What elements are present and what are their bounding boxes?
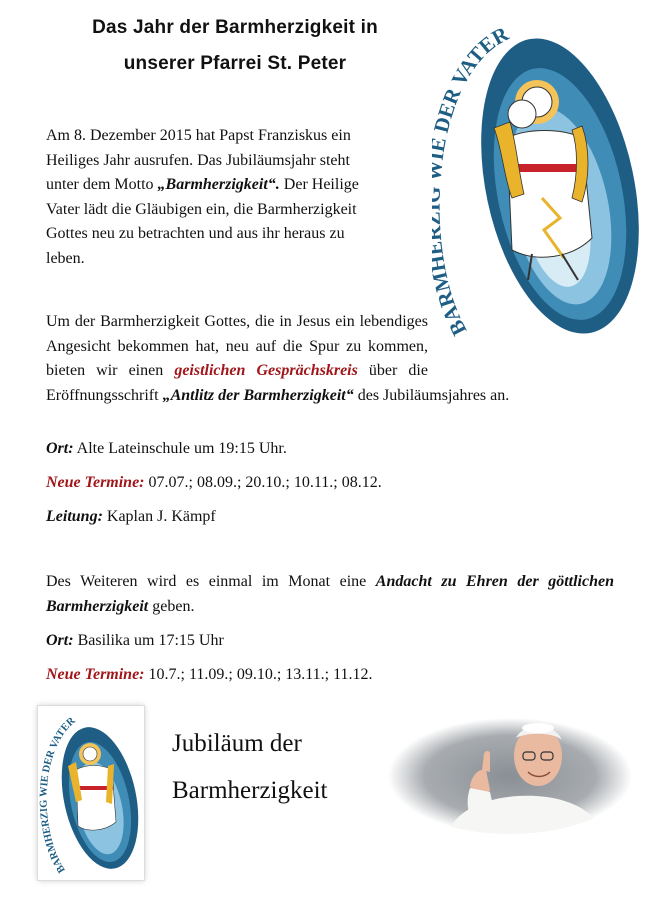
jubilee-caption-line1: Jubiläum der — [172, 730, 302, 757]
jubilee-logo-large — [432, 18, 646, 348]
gespraechskreis-paragraph: Um der Barmherzigkeit Gottes, die in Jesus ein lebendiges Angesicht bekommen hat, neu auf die Spur zu kommen, bieten wir einen geistlichen Gesprächskreis über die Eröffnungsschrift „Antlitz der Barmherzigkeit“ des Jubiläumsjahres an. — [46, 313, 510, 404]
logo-motto-text: BAR ER VATER — [432, 21, 513, 340]
andacht-termine: Neue Termine: 10.7.; 11.09.; 09.10.; 13.11.; 11.12. — [46, 666, 373, 683]
jubilee-logo-small — [38, 706, 144, 880]
gespraech-ort: Ort: Alte Lateinschule um 19:15 Uhr. — [46, 440, 287, 457]
andacht-ort: Ort: Basilika um 17:15 Uhr — [46, 632, 224, 649]
page-title-line1: Das Jahr der Barmherzigkeit in — [92, 17, 378, 38]
small-logo-motto-text: BARMHERZIG WIE DER VATER — [38, 715, 78, 875]
andacht-paragraph: Des Weiteren wird es einmal im Monat eine Andacht zu Ehren der göttlichen Barmherzigkeit geben. — [46, 573, 614, 615]
gespraechskreis-highlight: geistlichen Gesprächskreis — [174, 362, 358, 379]
intro-paragraph: Am 8. Dezember 2015 hat Papst Franziskus ein Heiliges Jahr ausrufen. Das Jubiläumsjahr steht unter dem Motto „Barmherzigkeit“. Der Heilige Vater lädt die Gläubigen ein, die Barmherzigkeit Gottes neu zu betrachten und aus ihr heraus zu leben. — [46, 127, 359, 267]
pope-photo — [386, 716, 634, 836]
jubilee-caption-line2: Barmherzigkeit — [172, 777, 328, 804]
gespraech-leitung: Leitung: Kaplan J. Kämpf — [46, 508, 216, 525]
page-title-line2: unserer Pfarrei St. Peter — [123, 53, 347, 74]
gespraech-termine: Neue Termine: 07.07.; 08.09.; 20.10.; 10.11.; 08.12. — [46, 474, 382, 491]
